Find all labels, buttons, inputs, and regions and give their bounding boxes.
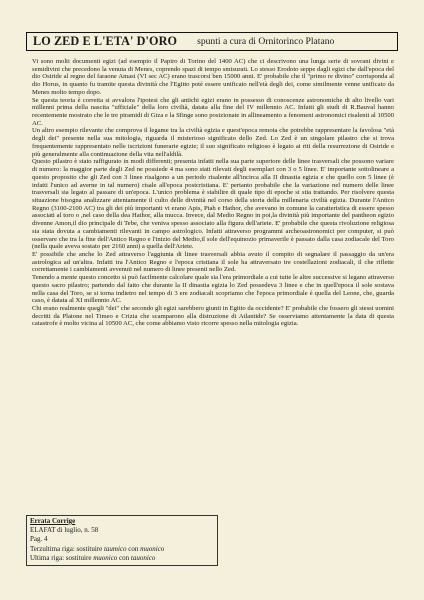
article-subtitle: spunti a cura di Ornitorinco Platano: [197, 36, 335, 47]
errata-line-1-wrong-word: taumico: [103, 544, 127, 553]
errata-line-2-wrong-word: muonico: [93, 553, 118, 562]
paragraph: Chi erano realmente quegli "dei" che secondo gli egizi sarebbero giunti in Egitto da occidente? E' probabile che fossero gli stessi uomini decritti da Platone nel Timeo e Crizia che scamparono alla distruzione di Atlantide? Se osserviamo attentamente la data di questa catastrofe è molto vicina al 10500 AC, che come abbiamo visto ricorre spesso nella mitologia egizia.: [32, 305, 394, 328]
errata-line-2-prefix: Ultima riga: sostituire: [30, 553, 92, 562]
errata-box: [26, 515, 218, 566]
errata-line-1-correct-word: muonico: [140, 544, 165, 553]
errata-issue: ELAFAT di luglio, n. 58: [30, 526, 99, 535]
article-body: [32, 58, 394, 328]
errata-line-2: [30, 554, 214, 563]
paragraph: Un altro esempio rilevante che comprova il legame tra la civiltà egizia e quest'epoca remota che potrebbe rappresentare la favolosa "età degli dei" presente nella sua mitologia, riguarda il misterioso significato dello Zed. Lo Zed è un singolare pilastro che si trova frequentemente rappresentato nelle iscrizioni funerarie egizie; il suo significato religioso è legato ai riti della resurrezione di Osiride e più generalmente alla continuazione della vita nell'aldilà.: [32, 127, 394, 158]
errata-line-1: [30, 545, 214, 554]
errata-title: Errata Corrige: [30, 517, 76, 525]
paragraph: E' possibile che anche lo Zed attraverso l'aggiunta di linee trasversali abbia avuto il compito di segnalare il passaggio da un'era astrologica ad un'altra. Infatti tra l'Antico Regno e l'epoca cristiana il sole ha attraversato tre costellazioni zodiacali, il che riflette correttamente i cambiamenti avvenuti nel numero di linee presenti nello Zed.: [32, 250, 394, 274]
paragraph: Vi sono molti documenti egizi (ad esempio il Papiro di Torino del 1400 AC) che ci descrivono una lunga serie di sovrani divini e semidivini che precedono la venuta di Menes, coprendo spazi di tempo smisurati. Lo stesso Erodoto seppe dagli egizi che dall'epoca del dio Osiride al regno del faraone Amasi (VI sec AC) erano trascorsi ben 15000 anni. E' probabile che il "primo re divino" corrisponda al dio Horus, in quanto fu tramite questa divinità che l'Egitto poté essere unificato nell'età degli dei, come similmente venne unificato da Menes molto tempo dopo.: [32, 58, 394, 96]
paragraph: Tenendo a mente questo concetto si può facilmente calcolare quale sia l'era primordiale a cui tutte le altre successive si legano attraverso questo sacro pilastro; partendo dal fatto che durante la II dinastia egizia lo Zed possedeva 3 linee e che in quell'epoca il sole sostava nella casa del Toro, se si torna indietro nel tempo di 3 ere zodiacali scopriamo che l'epoca primordiale è quella del Leone, che, guarda caso, è datata al XI millennio AC.: [32, 274, 394, 305]
errata-line-1-connector: con: [128, 544, 139, 553]
errata-line-2-correct-word: tauonico: [130, 553, 156, 562]
paragraph: Se questa teoria è corretta si avvalora l'ipotesi che gli antichi egizi erano in possesso di conoscenze astronomiche di alto livello vari millenni prima della nascita "ufficiale" della loro civiltà, datata alla fine del IV millennio AC. Infatti gli studi di R.Bauval hanno recentemente mostrato che le tre piramidi di Giza e la Sfinge sono posizionate in allineamento a fenomeni astronomici risalenti al 10500 AC.: [32, 96, 394, 127]
errata-line-1-prefix: Terzultima riga: sostituire: [30, 544, 103, 553]
paragraph: Questo pilastro è stato raffigurato in modi differenti; presenta infatti nella sua parte superiore delle linee trasversali che possono variare di numero: la maggior parte degli Zed ne possiede 4 ma sono stati rilevati degli esemplari con 3 o 5 linee. E' importante sottolineare a questo proposito che gli Zed con 3 linee risalgono a un periodo risalente all'incirca alla II dinastia egizia e che quello con 5 linee (è infatti l'unico ad averne in tal numero) risale all'epoca postcristiana. E' pertanto probabile che la variazione nel numero delle linee trasversali sia legato al passare di un'epoca. L'unico problema è stabilire di quale tipo di epoche si stia trattando. Per risolvere questa situazione bisogna analizzare attentamente il culto delle divinità nel corso della storia della millenaria civiltà egizia. Durante l'Antico Regno (3100-2100 AC) tra gli dei più importanti vi erano Apis, Ptah e Hathor, che avevano in comune la caratteristica di essere spesso associati al toro o ,nel caso della dea Hathor, alla mucca. Invece, dal Medio Regno in poi,la divinità più importante del pantheon egizio divenne Amon,il dio principale di Tebe, che veniva spesso associato alla figura dell'ariete. E' probabile che questa rivoluzione religiosa sia stata dovuta a cambiamenti rilevanti in campo astrologico. Infatti attraverso programmi archeoastronomici per computer, si può osservare che tra la fine dell'Antico Regno e l'inizio del Medio,il sole dell'equinozio primaverile è passato dalla casa zodiacale del Toro (nella quale aveva sostato per 2160 anni) a quella dell'Ariete.: [32, 158, 394, 251]
article-header: [26, 32, 398, 51]
article-title: LO ZED E L'ETA' D'ORO: [33, 34, 178, 48]
errata-page: Pag. 4: [30, 535, 48, 544]
errata-line-2-connector: con: [119, 553, 130, 562]
